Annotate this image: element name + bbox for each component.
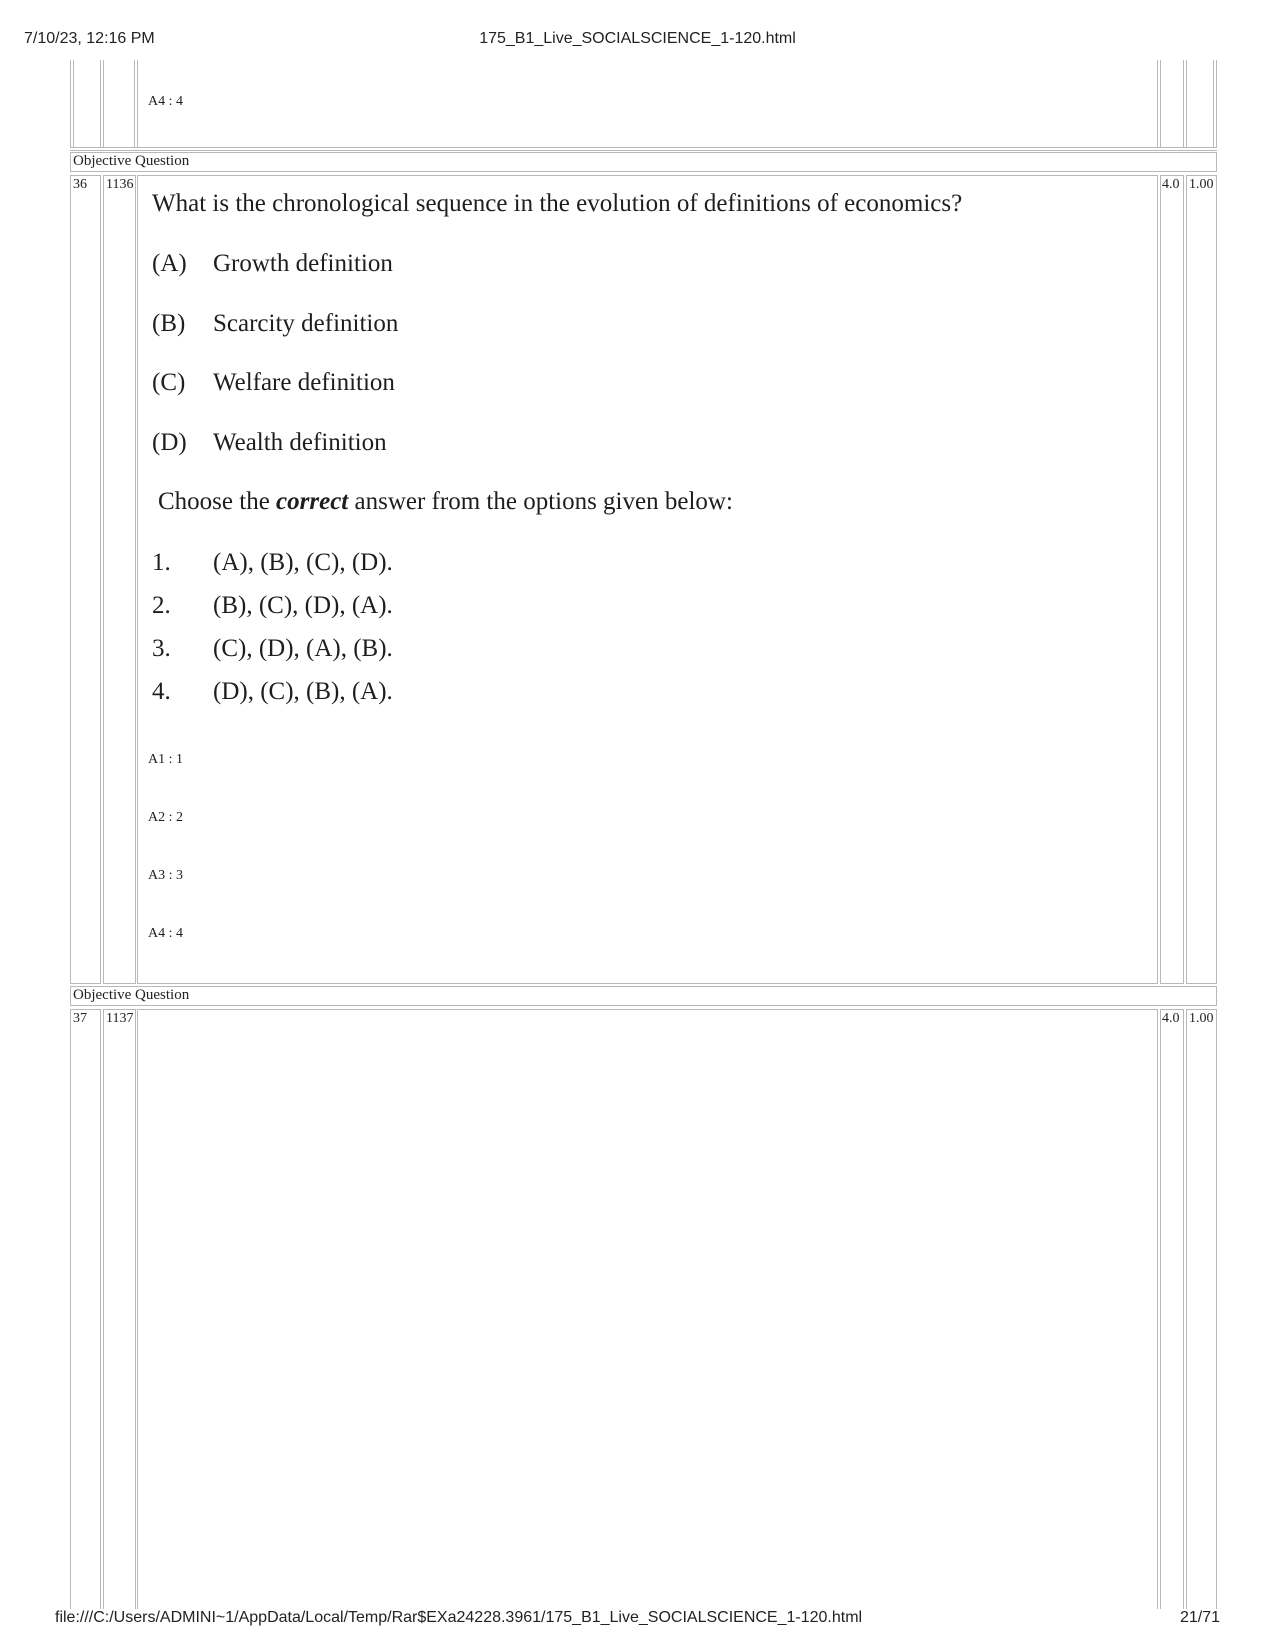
q37-marks: 4.0 [1162, 1011, 1180, 1026]
q36-answer-a3: A3 : 3 [148, 868, 183, 883]
q36-answer-a2: A2 : 2 [148, 810, 183, 825]
q36-answer-a1: A1 : 1 [148, 752, 183, 767]
q36-content-cell [137, 175, 1158, 984]
q36-id: 1136 [106, 177, 134, 192]
q36-negative: 1.00 [1189, 177, 1214, 192]
q37-negative: 1.00 [1189, 1011, 1214, 1026]
q36-id-cell [103, 175, 136, 984]
q37-content-cell [137, 1009, 1158, 1609]
q36-marks-cell [1160, 175, 1184, 984]
q36-option-d-text: Wealth definition [213, 429, 387, 456]
q37-serial-cell [70, 1009, 101, 1609]
q36-option-a-letter: (A) [152, 250, 187, 277]
q36-instruction-emphasis: correct [276, 488, 349, 515]
prev-answer-a4: A4 : 4 [148, 94, 183, 109]
print-title: 175_B1_Live_SOCIALSCIENCE_1-120.html [479, 30, 796, 47]
q36-choice-2-num: 2. [152, 592, 171, 619]
q37-type-label: Objective Question [73, 987, 190, 1003]
q36-question-text: What is the chronological sequence in the evolution of definitions of economics? [152, 190, 963, 217]
print-file-path: file:///C:/Users/ADMINI~1/AppData/Local/Temp/Rar$EXa24228.3961/175_B1_Live_SOCIALSCIENCE_1-120.html [55, 1609, 863, 1626]
q37-id-cell [103, 1009, 136, 1609]
q37-serial: 37 [73, 1011, 87, 1026]
q36-option-d-letter: (D) [152, 429, 187, 456]
q36-instruction: Choose the correct answer from the options given below: [158, 488, 733, 515]
print-page-number: 21/71 [1179, 1609, 1220, 1626]
q36-type-row [70, 152, 1217, 172]
q37-marks-cell [1160, 1009, 1184, 1609]
q36-marks: 4.0 [1162, 177, 1180, 192]
q36-option-c-letter: (C) [152, 369, 186, 396]
print-footer [0, 1609, 1275, 1631]
q36-choice-3-num: 3. [152, 635, 171, 662]
q36-option-b-text: Scarcity definition [213, 310, 399, 337]
print-header [0, 30, 1275, 52]
q36-choice-1-text: (A), (B), (C), (D). [213, 549, 393, 576]
q36-option-c-text: Welfare definition [213, 369, 395, 396]
q36-choice-4-text: (D), (C), (B), (A). [213, 678, 393, 705]
q36-choice-3-text: (C), (D), (A), (B). [213, 635, 393, 662]
q36-choice-2-text: (B), (C), (D), (A). [213, 592, 393, 619]
q36-option-a-text: Growth definition [213, 250, 393, 277]
q36-type-label: Objective Question [73, 153, 190, 169]
q37-type-row [70, 986, 1217, 1006]
print-datetime: 7/10/23, 12:16 PM [24, 30, 155, 47]
q36-negative-cell [1186, 175, 1217, 984]
q37-id: 1137 [106, 1011, 134, 1026]
q36-choice-4-num: 4. [152, 678, 171, 705]
q36-choice-1-num: 1. [152, 549, 171, 576]
q36-serial-cell [70, 175, 101, 984]
q36-option-b-letter: (B) [152, 310, 186, 337]
q37-negative-cell [1186, 1009, 1217, 1609]
q36-answer-a4: A4 : 4 [148, 926, 183, 941]
q36-serial: 36 [73, 177, 87, 192]
